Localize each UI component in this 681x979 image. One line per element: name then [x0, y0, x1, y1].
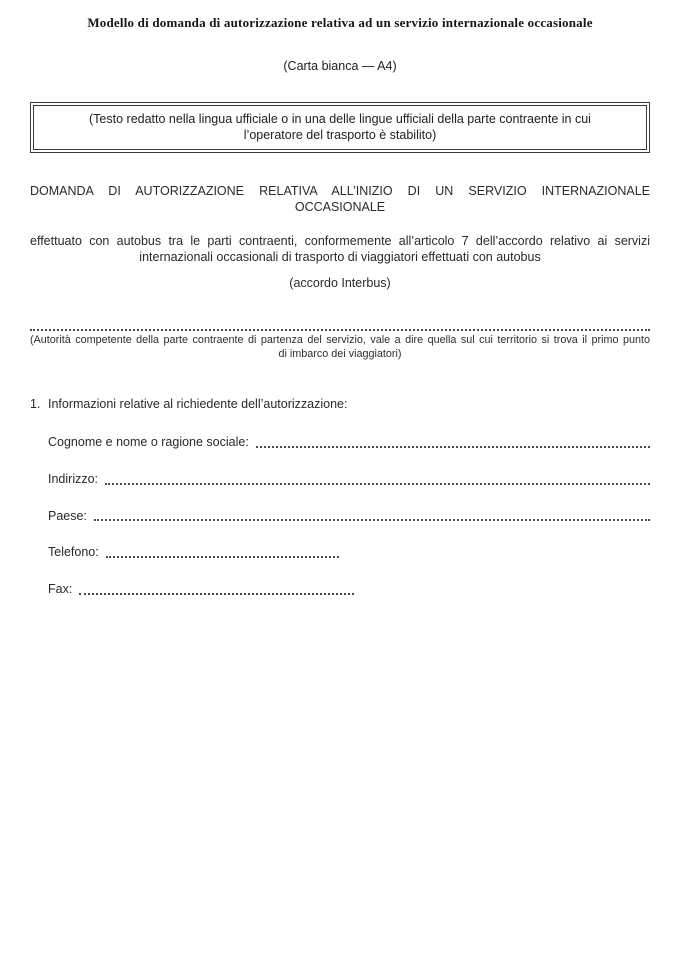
field-row-company-name	[48, 436, 650, 450]
application-heading-line-1: DOMANDA DI AUTORIZZAZIONE RELATIVA ALL’INIZIO DI UN SERVIZIO INTERNAZIONALE	[30, 184, 650, 198]
section-1-label: Informazioni relative al richiedente dell’autorizzazione:	[48, 397, 348, 411]
section-1-heading	[30, 397, 650, 412]
authority-caption	[30, 334, 650, 361]
language-note-box	[30, 102, 650, 153]
country-label: Paese:	[48, 508, 87, 523]
company-name-label: Cognome e nome o ragione sociale:	[48, 435, 249, 449]
intro-paragraph-line-1: effettuato con autobus tra le parti contraenti, conformemente all’articolo 7 dell’accordo relativo ai servizi	[30, 234, 650, 248]
applicant-fields	[48, 436, 650, 597]
intro-paragraph	[30, 233, 650, 265]
authority-caption-line-1: (Autorità competente della parte contraente di partenza del servizio, vale a dire quella sul cui territorio si trova il primo punto	[30, 334, 650, 346]
address-label: Indirizzo:	[48, 471, 99, 486]
fax-fill-line	[79, 593, 354, 595]
field-row-telephone	[48, 546, 650, 560]
telephone-label: Telefono:	[48, 545, 99, 560]
language-note-box-inner	[33, 105, 647, 150]
application-heading-line-2: OCCASIONALE	[294, 200, 386, 214]
language-note-line-2: l’operatore del trasporto è stabilito)	[243, 128, 437, 142]
telephone-fill-line	[106, 556, 339, 558]
address-fill-line	[105, 483, 650, 485]
company-name-fill-line	[256, 446, 650, 448]
application-heading	[30, 183, 650, 215]
section-1-number: 1.	[30, 397, 41, 411]
document-title: Modello di domanda di autorizzazione relativa ad un servizio internazionale occasionale	[87, 15, 593, 30]
authority-fill-line	[30, 329, 650, 331]
field-row-fax	[48, 583, 650, 597]
language-note-line-1: (Testo redatto nella lingua ufficiale o in una delle lingue ufficiali della parte contraente in cui	[89, 112, 591, 126]
field-row-country	[48, 510, 650, 524]
agreement-label: (accordo Interbus)	[289, 276, 391, 290]
authority-caption-line-2: di imbarco dei viaggiatori)	[278, 347, 402, 360]
field-row-address	[48, 473, 650, 487]
fax-label: Fax:	[48, 582, 73, 597]
intro-paragraph-line-2: internazionali occasionali di trasporto di viaggiatori effettuati con autobus	[139, 250, 541, 264]
paper-spec-subtitle: (Carta bianca — A4)	[283, 59, 397, 73]
country-fill-line	[94, 519, 650, 521]
